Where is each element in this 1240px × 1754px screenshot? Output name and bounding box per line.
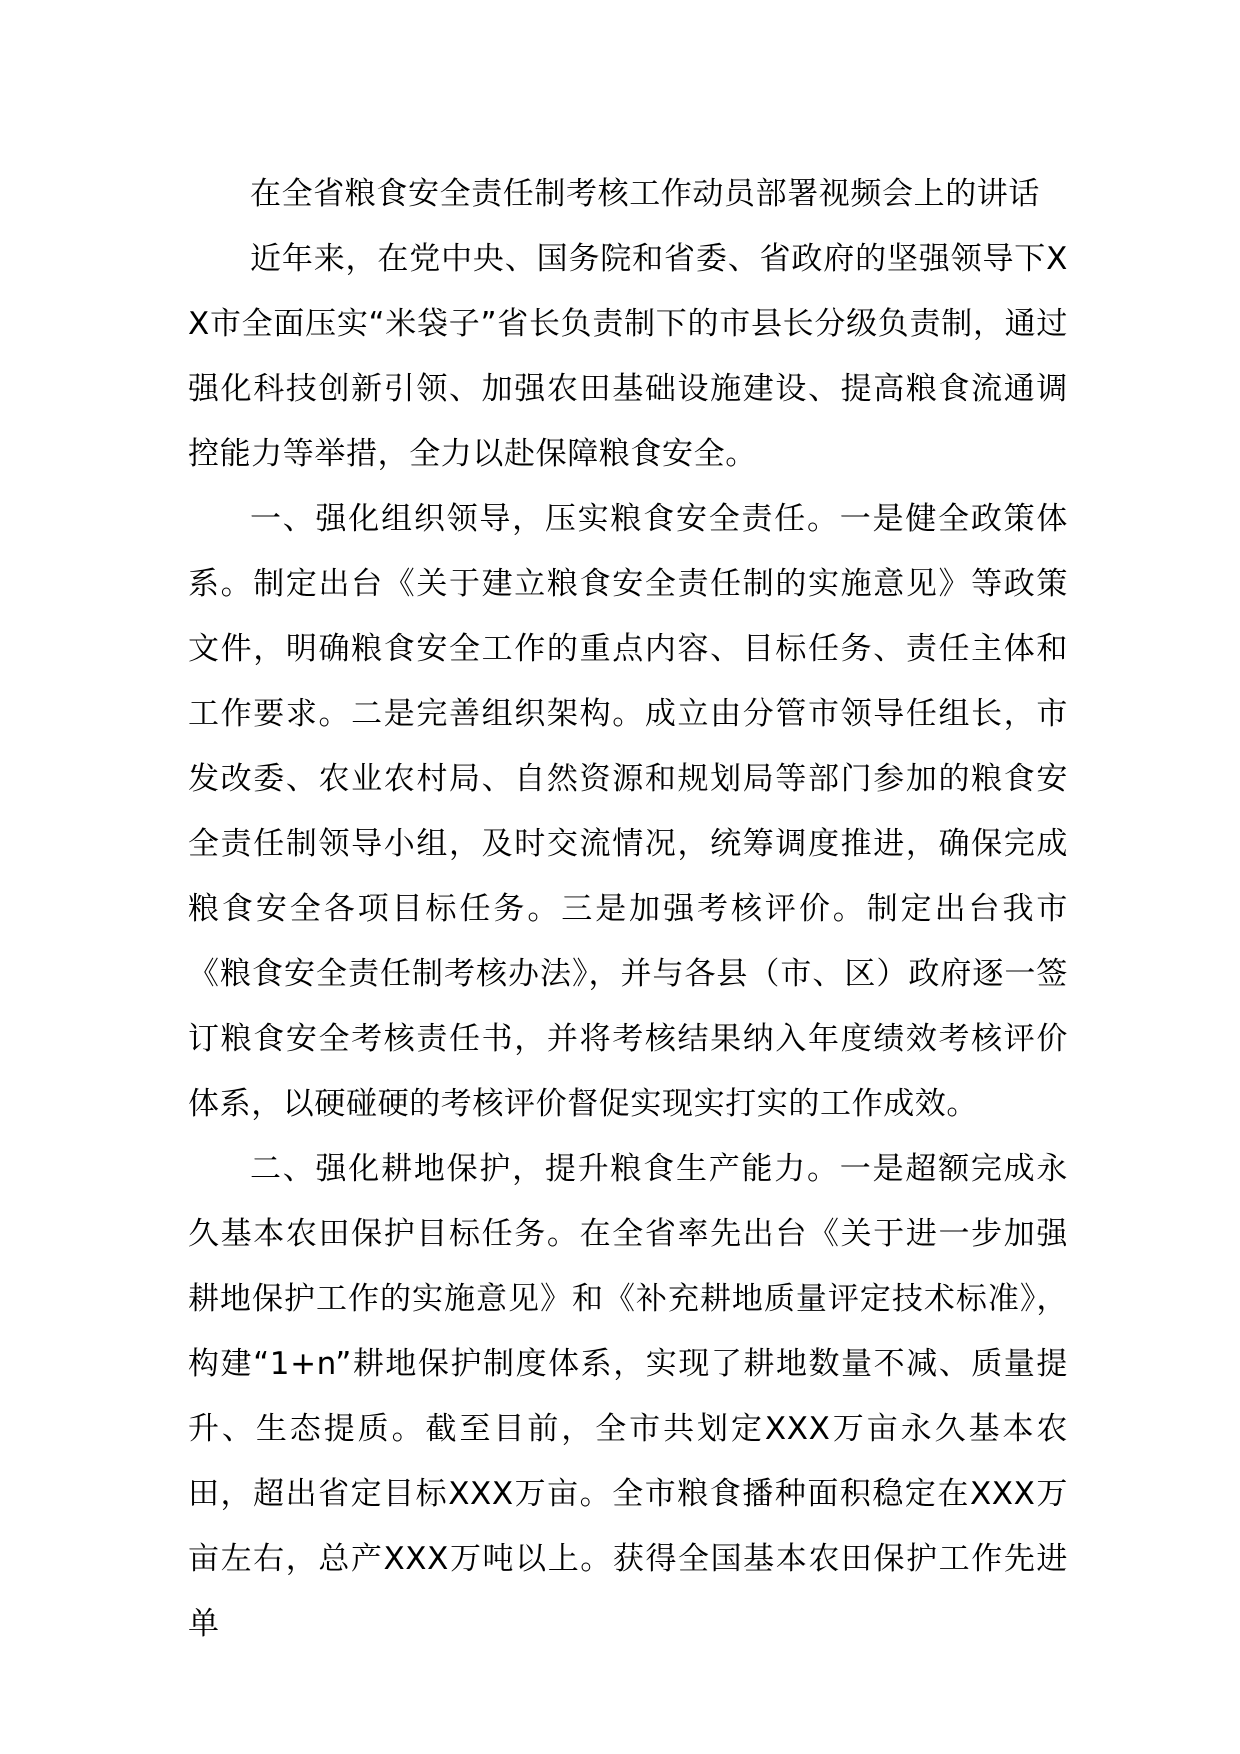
paragraph-section-two: 二、强化耕地保护，提升粮食生产能力。一是超额完成永久基本农田保护目标任务。在全省率先出台《关于进一步加强耕地保护工作的实施意见》和《补充耕地质量评定技术标准》，构建“1+n”耕地保护制度体系，实现了耕地数量不减、质量提升、生态提质。截至目前，全市共划定XXX万亩永久基本农田，超出省定目标XXX万亩。全市粮食播种面积稳定在XXX万亩左右，总产XXX万吨以上。获得全国基本农田保护工作先进单	[188, 1151, 1068, 1642]
document-title: 在全省粮食安全责任制考核工作动员部署视频会上的讲话	[250, 176, 1040, 212]
paragraph-intro: 近年来，在党中央、国务院和省委、省政府的坚强领导下XX市全面压实“米袋子”省长负责制下的市县长分级负责制，通过强化科技创新引领、加强农田基础设施建设、提高粮食流通调控能力等举措，全力以赴保障粮食安全。	[188, 241, 1068, 472]
paragraph-section-one: 一、强化组织领导，压实粮食安全责任。一是健全政策体系。制定出台《关于建立粮食安全责任制的实施意见》等政策文件，明确粮食安全工作的重点内容、目标任务、责任主体和工作要求。二是完善组织架构。成立由分管市领导任组长，市发改委、农业农村局、自然资源和规划局等部门参加的粮食安全责任制领导小组，及时交流情况，统筹调度推进，确保完成粮食安全各项目标任务。三是加强考核评价。制定出台我市《粮食安全责任制考核办法》，并与各县（市、区）政府逐一签订粮食安全考核责任书，并将考核结果纳入年度绩效考核评价体系，以硬碰硬的考核评价督促实现实打实的工作成效。	[188, 501, 1068, 1122]
document-body	[188, 162, 1068, 1657]
